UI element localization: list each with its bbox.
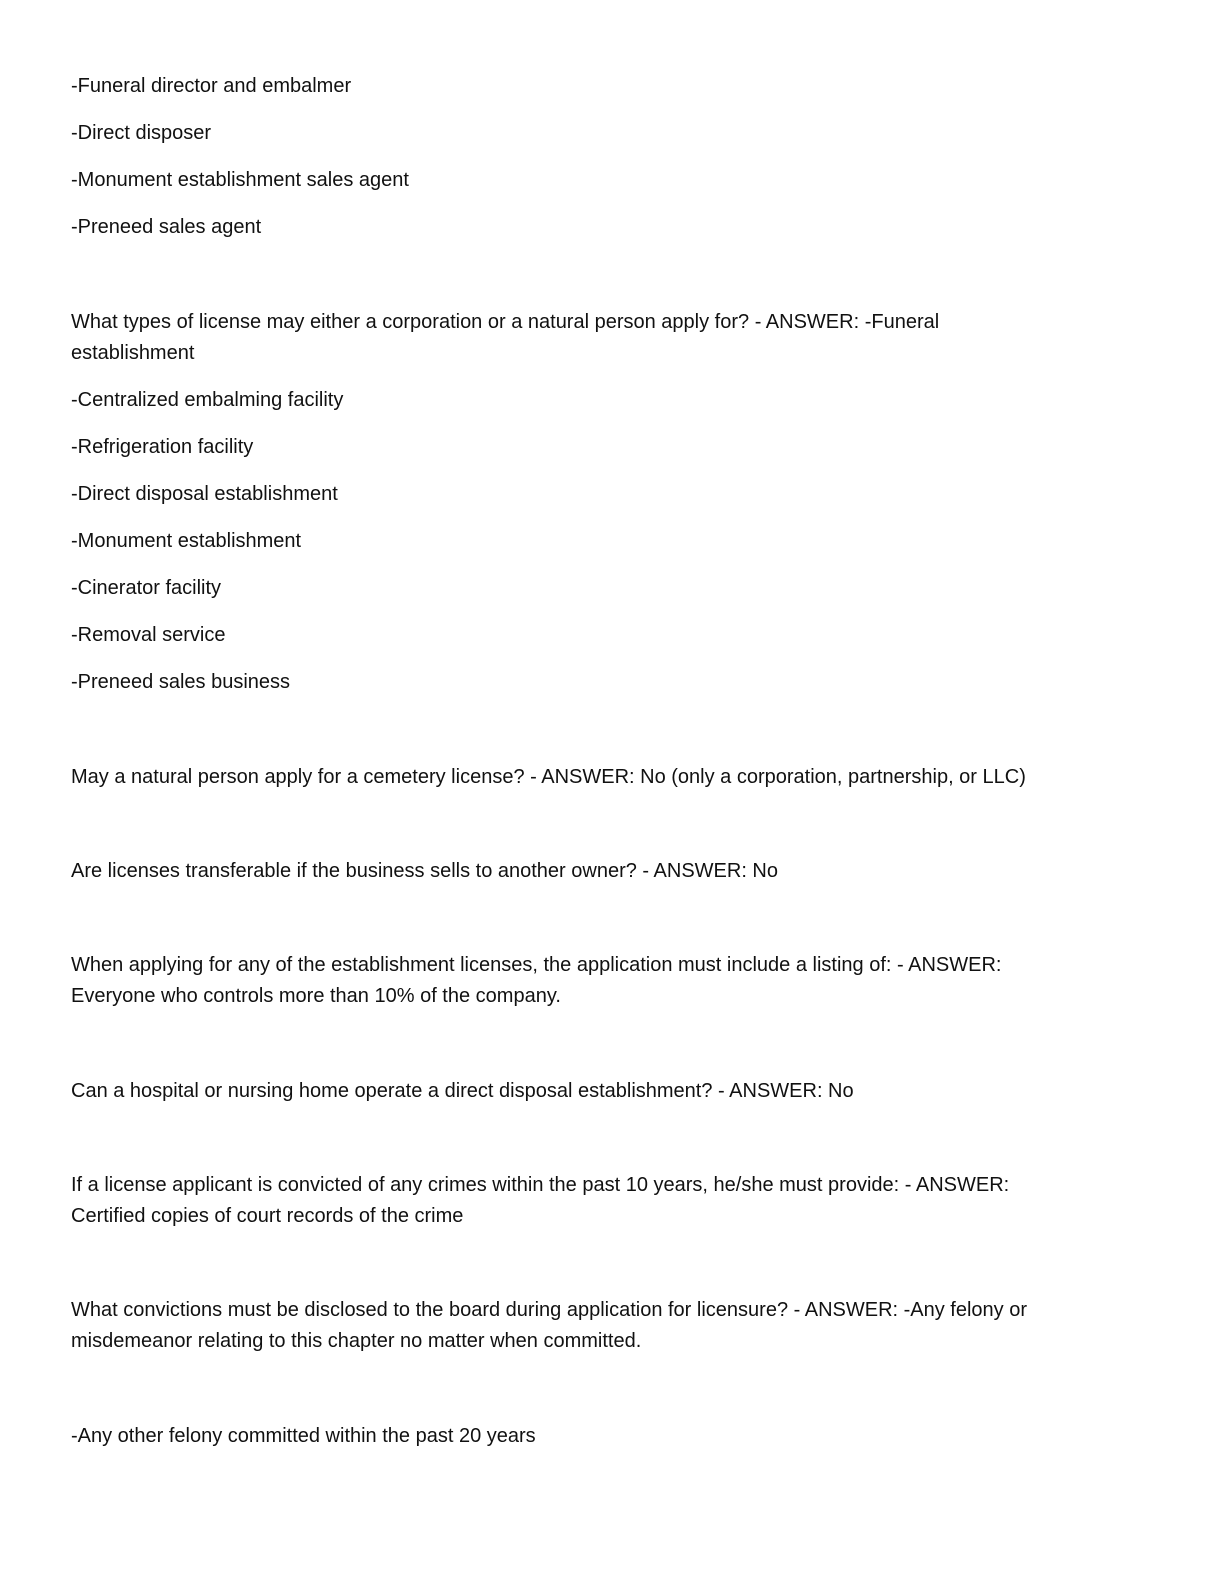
text-line: -Preneed sales business bbox=[71, 671, 291, 693]
text-line: misdemeanor relating to this chapter no matter when committed. bbox=[71, 1330, 642, 1352]
text-line: -Monument establishment sales agent bbox=[71, 169, 409, 191]
question-line: Can a hospital or nursing home operate a direct disposal establishment? - ANSWER: No bbox=[71, 1080, 854, 1102]
text-line: -Any other felony committed within the past 20 years bbox=[71, 1425, 536, 1447]
text-line: -Preneed sales agent bbox=[71, 216, 262, 238]
text-line: -Direct disposer bbox=[71, 122, 212, 144]
question-line: May a natural person apply for a cemetery license? - ANSWER: No (only a corporation, partnership, or LLC) bbox=[71, 766, 1026, 788]
question-line: Are licenses transferable if the business sells to another owner? - ANSWER: No bbox=[71, 860, 778, 882]
text-line: -Funeral director and embalmer bbox=[71, 75, 352, 97]
question-line: What convictions must be disclosed to the board during application for licensure? - ANSWER: -Any felony or bbox=[71, 1299, 1028, 1321]
question-line: What types of license may either a corporation or a natural person apply for? - ANSWER: -Funeral bbox=[71, 311, 940, 333]
text-line: -Removal service bbox=[71, 624, 226, 646]
text-line: -Direct disposal establishment bbox=[71, 483, 338, 505]
text-line: Certified copies of court records of the crime bbox=[71, 1205, 464, 1227]
text-line: Everyone who controls more than 10% of the company. bbox=[71, 985, 561, 1007]
question-line: When applying for any of the establishment licenses, the application must include a listing of: - ANSWER: bbox=[71, 954, 1002, 976]
text-line: -Refrigeration facility bbox=[71, 436, 254, 458]
text-line: establishment bbox=[71, 342, 195, 364]
text-line: -Monument establishment bbox=[71, 530, 302, 552]
text-line: -Centralized embalming facility bbox=[71, 389, 344, 411]
text-line: -Cinerator facility bbox=[71, 577, 222, 599]
question-line: If a license applicant is convicted of any crimes within the past 10 years, he/she must provide: - ANSWER: bbox=[71, 1174, 1010, 1196]
